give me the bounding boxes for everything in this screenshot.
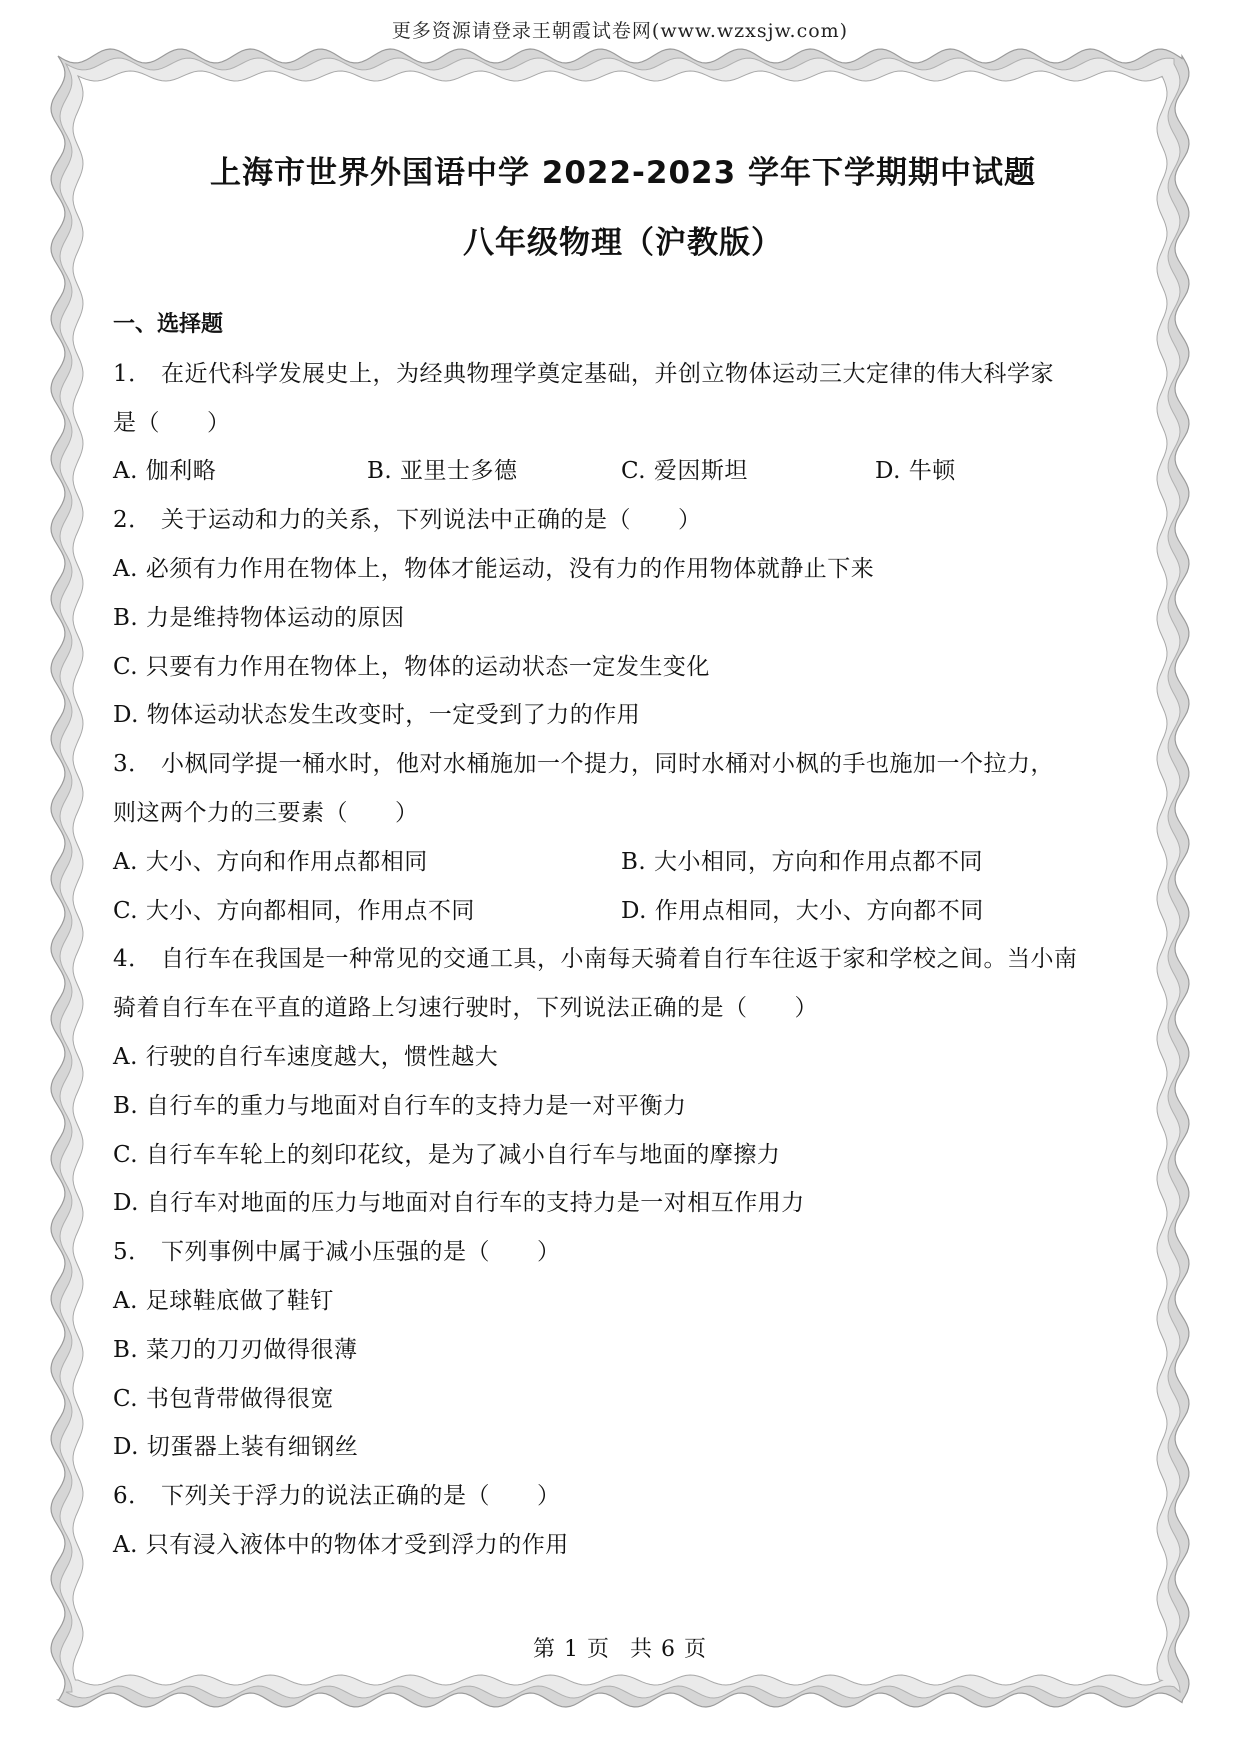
option-d: D. 自行车对地面的压力与地面对自行车的支持力是一对相互作用力 [113, 1190, 805, 1217]
option-d: D. 物体运动状态发生改变时，一定受到了力的作用 [113, 702, 641, 729]
option-a: A. 伽利略 [113, 458, 217, 485]
question-2 [113, 496, 1133, 740]
page-footer [0, 1632, 1240, 1663]
exam-subtitle: 八年级物理（沪教版） [463, 225, 783, 261]
option-b: B. 亚里士多德 [367, 458, 518, 485]
question-number: 3． [113, 751, 152, 778]
option-c: C. 大小、方向都相同，作用点不同 [113, 897, 475, 924]
question-stem-line: 是（ ） [113, 409, 231, 436]
option-a: A. 只有浸入液体中的物体才受到浮力的作用 [113, 1531, 569, 1558]
question-stem-line: 关于运动和力的关系，下列说法中正确的是（ ） [161, 507, 702, 534]
option-b: B. 自行车的重力与地面对自行车的支持力是一对平衡力 [113, 1092, 687, 1119]
question-stem-line: 在近代科学发展史上，为经典物理学奠定基础，并创立物体运动三大定律的伟大科学家 [161, 360, 1054, 387]
exam-title: 上海市世界外国语中学 2022-2023 学年下学期期中试题 [209, 155, 1036, 191]
question-number: 4． [113, 946, 152, 973]
question-stem-line: 自行车在我国是一种常见的交通工具，小南每天骑着自行车往返于家和学校之间。当小南 [161, 946, 1078, 973]
option-b: B. 力是维持物体运动的原因 [113, 604, 405, 631]
page-number: 第 1 页 [533, 1637, 610, 1662]
question-1 [113, 350, 1133, 496]
page-total: 共 6 页 [630, 1637, 707, 1662]
question-stem-line: 则这两个力的三要素（ ） [113, 799, 419, 826]
option-c: C. 只要有力作用在物体上，物体的运动状态一定发生变化 [113, 653, 710, 680]
question-4 [113, 935, 1133, 1228]
option-a: A. 大小、方向和作用点都相同 [113, 848, 428, 875]
question-5 [113, 1228, 1133, 1472]
option-d: D. 牛顿 [875, 458, 956, 485]
option-c: C. 自行车车轮上的刻印花纹，是为了减小自行车与地面的摩擦力 [113, 1141, 781, 1168]
option-b: B. 菜刀的刀刃做得很薄 [113, 1336, 358, 1363]
question-number: 1． [113, 360, 152, 387]
section-heading: 一、选择题 [113, 312, 224, 337]
question-stem-line: 下列事例中属于减小压强的是（ ） [161, 1239, 561, 1266]
question-number: 6． [113, 1483, 152, 1510]
exam-page-content [113, 145, 1133, 1570]
question-3 [113, 740, 1133, 935]
question-stem-line: 骑着自行车在平直的道路上匀速行驶时，下列说法正确的是（ ） [113, 995, 818, 1022]
option-b: B. 大小相同，方向和作用点都不同 [621, 848, 984, 875]
question-stem-line: 小枫同学提一桶水时，他对水桶施加一个提力，同时水桶对小枫的手也施加一个拉力， [161, 751, 1054, 778]
question-6 [113, 1472, 1133, 1570]
option-a: A. 行驶的自行车速度越大，惯性越大 [113, 1043, 499, 1070]
option-d: D. 作用点相同，大小、方向都不同 [621, 897, 984, 924]
option-c: C. 爱因斯坦 [621, 458, 748, 485]
site-watermark-header: 更多资源请登录王朝霞试卷网(www.wzxsjw.com) [391, 20, 849, 42]
option-d: D. 切蛋器上装有细钢丝 [113, 1434, 359, 1461]
question-number: 2． [113, 507, 152, 534]
question-stem-line: 下列关于浮力的说法正确的是（ ） [161, 1483, 561, 1510]
option-c: C. 书包背带做得很宽 [113, 1385, 334, 1412]
question-number: 5． [113, 1239, 152, 1266]
option-a: A. 足球鞋底做了鞋钉 [113, 1287, 334, 1314]
option-a: A. 必须有力作用在物体上，物体才能运动，没有力的作用物体就静止下来 [113, 555, 875, 582]
